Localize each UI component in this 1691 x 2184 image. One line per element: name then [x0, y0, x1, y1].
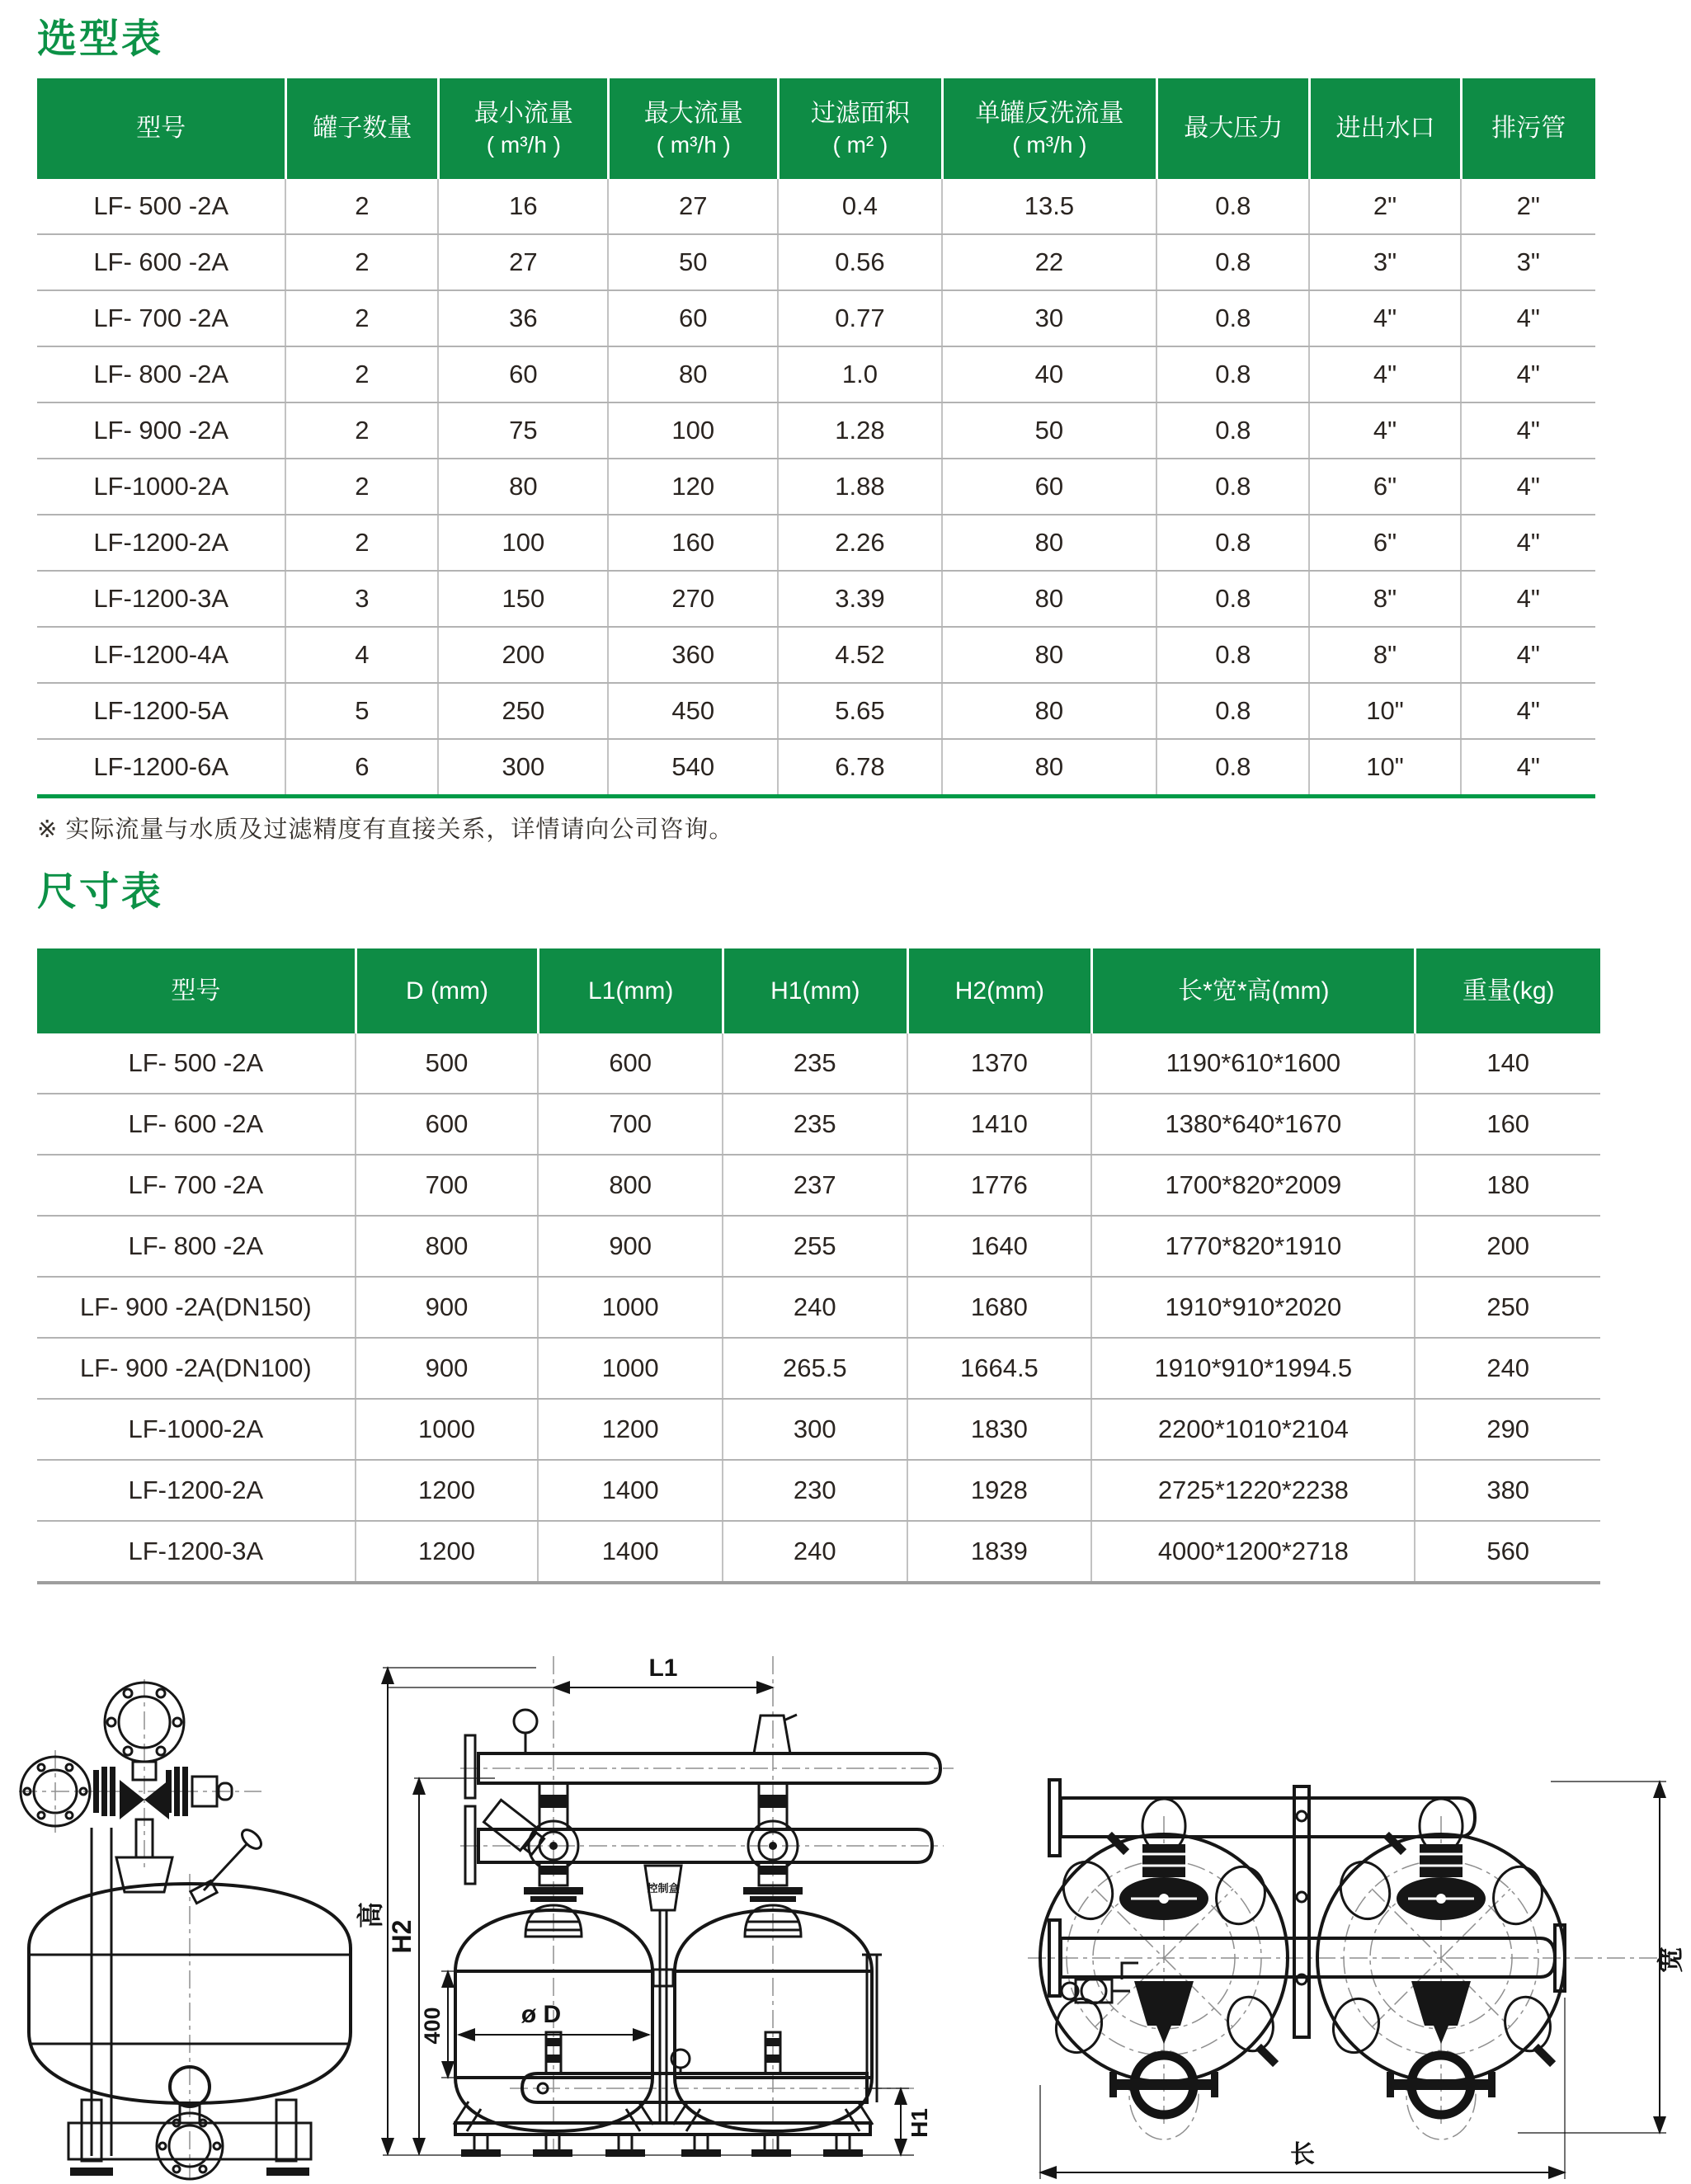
value-cell: 240 — [722, 1522, 907, 1581]
value-cell: 235 — [722, 1094, 907, 1154]
value-cell: 160 — [1414, 1094, 1600, 1154]
table-row — [37, 233, 1595, 289]
value-cell: 4" — [1460, 291, 1595, 346]
value-cell: 75 — [437, 403, 607, 458]
value-cell: 255 — [722, 1217, 907, 1276]
value-cell: 4" — [1460, 347, 1595, 402]
table-row — [37, 1215, 1600, 1276]
value-cell: 1928 — [907, 1461, 1091, 1520]
value-cell: 1910*910*1994.5 — [1090, 1339, 1414, 1398]
model-cell: LF-1200-6A — [93, 752, 229, 781]
table-row — [37, 1398, 1600, 1459]
value-cell: 560 — [1414, 1522, 1600, 1581]
dim-width-label: 宽 — [1656, 1946, 1685, 1974]
value-cell: 13.5 — [941, 179, 1156, 233]
value-cell: 290 — [1414, 1400, 1600, 1459]
column-header: 最大压力 — [1156, 78, 1308, 179]
value-cell: 230 — [722, 1461, 907, 1520]
value-cell: 1776 — [907, 1156, 1091, 1215]
value-cell: 4" — [1308, 347, 1459, 402]
column-header: 罐子数量 — [285, 78, 437, 179]
value-cell: 0.8 — [1156, 347, 1308, 402]
value-cell: 2 — [285, 515, 437, 570]
model-cell: LF- 800 -2A — [128, 1231, 264, 1260]
dim-400-label: 400 — [420, 2007, 445, 2045]
table-row — [37, 682, 1595, 738]
value-cell: 27 — [437, 235, 607, 289]
model-cell: LF- 600 -2A — [128, 1109, 264, 1138]
column-header: 最小流量 ( m³/h ) — [437, 78, 607, 179]
value-cell: 900 — [537, 1217, 722, 1276]
value-cell: 265.5 — [722, 1339, 907, 1398]
value-cell: 2 — [285, 403, 437, 458]
table-row — [37, 1154, 1600, 1215]
value-cell: 0.8 — [1156, 403, 1308, 458]
value-cell: 80 — [941, 684, 1156, 738]
table-row — [37, 514, 1595, 570]
column-header: 型号 — [171, 977, 221, 1005]
value-cell: 250 — [1414, 1278, 1600, 1337]
table-row — [37, 738, 1595, 794]
value-cell: 360 — [607, 628, 777, 682]
table-row — [37, 1276, 1600, 1337]
value-cell: 0.8 — [1156, 235, 1308, 289]
value-cell: 6" — [1308, 515, 1459, 570]
table-row — [37, 402, 1595, 458]
value-cell: 200 — [437, 628, 607, 682]
dim-length-label: 长 — [1290, 2141, 1315, 2168]
value-cell: 3" — [1460, 235, 1595, 289]
value-cell: 10" — [1308, 684, 1459, 738]
value-cell: 0.8 — [1156, 684, 1308, 738]
model-cell: LF-1000-2A — [128, 1414, 264, 1443]
column-header: 型号 — [136, 115, 186, 143]
value-cell: 3 — [285, 572, 437, 626]
value-cell: 240 — [722, 1278, 907, 1337]
value-cell: 6 — [285, 740, 437, 794]
column-header: D (mm) — [355, 948, 538, 1033]
value-cell: 4" — [1460, 515, 1595, 570]
value-cell: 60 — [437, 347, 607, 402]
value-cell: 240 — [1414, 1339, 1600, 1398]
value-cell: 800 — [355, 1217, 538, 1276]
value-cell: 0.8 — [1156, 179, 1308, 233]
table-row — [37, 1337, 1600, 1398]
value-cell: 0.8 — [1156, 515, 1308, 570]
model-cell: LF-1200-5A — [93, 696, 229, 725]
value-cell: 900 — [355, 1278, 538, 1337]
table-row — [37, 1033, 1600, 1093]
value-cell: 0.8 — [1156, 459, 1308, 514]
dim-l1-label: L1 — [648, 1654, 678, 1682]
table-row — [37, 289, 1595, 346]
value-cell: 540 — [607, 740, 777, 794]
value-cell: 200 — [1414, 1217, 1600, 1276]
value-cell: 600 — [355, 1094, 538, 1154]
table-row — [37, 626, 1595, 682]
value-cell: 1770*820*1910 — [1090, 1217, 1414, 1276]
value-cell: 140 — [1414, 1033, 1600, 1093]
value-cell: 40 — [941, 347, 1156, 402]
model-cell: LF- 900 -2A — [93, 416, 229, 445]
column-header: H1(mm) — [722, 948, 907, 1033]
value-cell: 1664.5 — [907, 1339, 1091, 1398]
value-cell: 80 — [437, 459, 607, 514]
value-cell: 2 — [285, 459, 437, 514]
value-cell: 6.78 — [777, 740, 940, 794]
value-cell: 2200*1010*2104 — [1090, 1400, 1414, 1459]
value-cell: 4000*1200*2718 — [1090, 1522, 1414, 1581]
value-cell: 160 — [607, 515, 777, 570]
value-cell: 1.0 — [777, 347, 940, 402]
table-row — [37, 570, 1595, 626]
value-cell: 80 — [941, 515, 1156, 570]
column-header: 过滤面积 ( m² ) — [777, 78, 940, 179]
value-cell: 1400 — [537, 1522, 722, 1581]
model-cell: LF- 500 -2A — [128, 1048, 264, 1077]
table-row — [37, 346, 1595, 402]
model-cell: LF-1200-2A — [93, 528, 229, 557]
value-cell: 4 — [285, 628, 437, 682]
value-cell: 60 — [941, 459, 1156, 514]
dim-diameter-label: ø D — [520, 2001, 562, 2028]
value-cell: 80 — [941, 740, 1156, 794]
value-cell: 22 — [941, 235, 1156, 289]
value-cell: 100 — [437, 515, 607, 570]
value-cell: 16 — [437, 179, 607, 233]
value-cell: 3.39 — [777, 572, 940, 626]
dim-h1-label: H1 — [907, 2108, 932, 2138]
dim-h2-label: H2 — [387, 1919, 417, 1954]
value-cell: 0.4 — [777, 179, 940, 233]
column-header: 进出水口 — [1308, 78, 1459, 179]
table-row — [37, 179, 1595, 233]
value-cell: 2725*1220*2238 — [1090, 1461, 1414, 1520]
value-cell: 4" — [1460, 684, 1595, 738]
value-cell: 2" — [1308, 179, 1459, 233]
value-cell: 270 — [607, 572, 777, 626]
column-header: 单罐反洗流量 ( m³/h ) — [941, 78, 1156, 179]
value-cell: 1200 — [537, 1400, 722, 1459]
value-cell: 250 — [437, 684, 607, 738]
value-cell: 2.26 — [777, 515, 940, 570]
model-cell: LF- 900 -2A(DN150) — [79, 1292, 312, 1321]
control-box-label: 控制盒 — [647, 1882, 680, 1895]
model-cell: LF- 500 -2A — [93, 191, 229, 220]
value-cell: 300 — [437, 740, 607, 794]
model-cell: LF-1200-4A — [93, 640, 229, 669]
value-cell: 27 — [607, 179, 777, 233]
value-cell: 1.88 — [777, 459, 940, 514]
value-cell: 5 — [285, 684, 437, 738]
value-cell: 4" — [1460, 459, 1595, 514]
value-cell: 500 — [355, 1033, 538, 1093]
value-cell: 1640 — [907, 1217, 1091, 1276]
single-tank-side-view-drawing — [12, 1674, 367, 2184]
note-text: ※ 实际流量与水质及过滤精度有直接关系，详情请向公司咨询。 — [37, 817, 734, 843]
value-cell: 1370 — [907, 1033, 1091, 1093]
value-cell: 3" — [1308, 235, 1459, 289]
dimension-table-title: 尺寸表 — [37, 870, 164, 914]
column-header: 重量(kg) — [1414, 948, 1600, 1033]
value-cell: 4" — [1460, 403, 1595, 458]
table-header-row — [37, 948, 1600, 1033]
value-cell: 150 — [437, 572, 607, 626]
value-cell: 4.52 — [777, 628, 940, 682]
value-cell: 1190*610*1600 — [1090, 1033, 1414, 1093]
value-cell: 1400 — [537, 1461, 722, 1520]
value-cell: 36 — [437, 291, 607, 346]
value-cell: 1380*640*1670 — [1090, 1094, 1414, 1154]
value-cell: 4" — [1460, 740, 1595, 794]
value-cell: 0.8 — [1156, 628, 1308, 682]
value-cell: 8" — [1308, 628, 1459, 682]
value-cell: 4" — [1308, 403, 1459, 458]
value-cell: 1839 — [907, 1522, 1091, 1581]
value-cell: 300 — [722, 1400, 907, 1459]
model-cell: LF- 700 -2A — [128, 1170, 264, 1199]
value-cell: 10" — [1308, 740, 1459, 794]
model-cell: LF- 600 -2A — [93, 247, 229, 276]
value-cell: 80 — [607, 347, 777, 402]
value-cell: 4" — [1460, 628, 1595, 682]
value-cell: 0.56 — [777, 235, 940, 289]
value-cell: 50 — [607, 235, 777, 289]
value-cell: 6" — [1308, 459, 1459, 514]
value-cell: 1700*820*2009 — [1090, 1156, 1414, 1215]
value-cell: 1910*910*2020 — [1090, 1278, 1414, 1337]
column-header: 排污管 — [1460, 78, 1595, 179]
model-cell: LF- 700 -2A — [93, 304, 229, 332]
table-row — [37, 1520, 1600, 1581]
two-tank-top-view-drawing — [1023, 1765, 1691, 2184]
dimension-table — [37, 948, 1600, 1584]
value-cell: 8" — [1308, 572, 1459, 626]
value-cell: 2" — [1460, 179, 1595, 233]
value-cell: 2 — [285, 179, 437, 233]
column-header: L1(mm) — [537, 948, 722, 1033]
value-cell: 1000 — [537, 1278, 722, 1337]
value-cell: 4" — [1460, 572, 1595, 626]
value-cell: 50 — [941, 403, 1156, 458]
model-cell: LF-1200-3A — [128, 1537, 264, 1565]
model-cell: LF- 800 -2A — [93, 360, 229, 388]
selection-table-title: 选型表 — [37, 17, 164, 61]
value-cell: 2 — [285, 235, 437, 289]
column-header: H2(mm) — [907, 948, 1091, 1033]
value-cell: 2 — [285, 291, 437, 346]
value-cell: 1000 — [537, 1339, 722, 1398]
value-cell: 180 — [1414, 1156, 1600, 1215]
value-cell: 0.8 — [1156, 291, 1308, 346]
model-cell: LF- 900 -2A(DN100) — [79, 1353, 312, 1382]
value-cell: 5.65 — [777, 684, 940, 738]
table-row — [37, 1459, 1600, 1520]
value-cell: 380 — [1414, 1461, 1600, 1520]
value-cell: 4" — [1308, 291, 1459, 346]
value-cell: 237 — [722, 1156, 907, 1215]
value-cell: 60 — [607, 291, 777, 346]
model-cell: LF-1200-3A — [93, 584, 229, 613]
value-cell: 1000 — [355, 1400, 538, 1459]
value-cell: 800 — [537, 1156, 722, 1215]
value-cell: 30 — [941, 291, 1156, 346]
two-tank-front-view-drawing — [356, 1608, 961, 2184]
value-cell: 700 — [537, 1094, 722, 1154]
value-cell: 100 — [607, 403, 777, 458]
value-cell: 700 — [355, 1156, 538, 1215]
value-cell: 2 — [285, 347, 437, 402]
value-cell: 235 — [722, 1033, 907, 1093]
value-cell: 120 — [607, 459, 777, 514]
value-cell: 900 — [355, 1339, 538, 1398]
value-cell: 0.8 — [1156, 740, 1308, 794]
dim-height-label: 高 — [356, 1901, 385, 1929]
table-row — [37, 1093, 1600, 1154]
column-header: 最大流量 ( m³/h ) — [607, 78, 777, 179]
value-cell: 80 — [941, 572, 1156, 626]
selection-table — [37, 78, 1595, 798]
value-cell: 1830 — [907, 1400, 1091, 1459]
value-cell: 1410 — [907, 1094, 1091, 1154]
model-cell: LF-1000-2A — [93, 472, 229, 501]
value-cell: 1200 — [355, 1522, 538, 1581]
value-cell: 1680 — [907, 1278, 1091, 1337]
value-cell: 1200 — [355, 1461, 538, 1520]
model-cell: LF-1200-2A — [128, 1476, 264, 1504]
table-row — [37, 458, 1595, 514]
value-cell: 450 — [607, 684, 777, 738]
column-header: 长*宽*高(mm) — [1090, 948, 1414, 1033]
value-cell: 1.28 — [777, 403, 940, 458]
value-cell: 80 — [941, 628, 1156, 682]
value-cell: 0.8 — [1156, 572, 1308, 626]
value-cell: 0.77 — [777, 291, 940, 346]
value-cell: 600 — [537, 1033, 722, 1093]
table-header-row — [37, 78, 1595, 179]
